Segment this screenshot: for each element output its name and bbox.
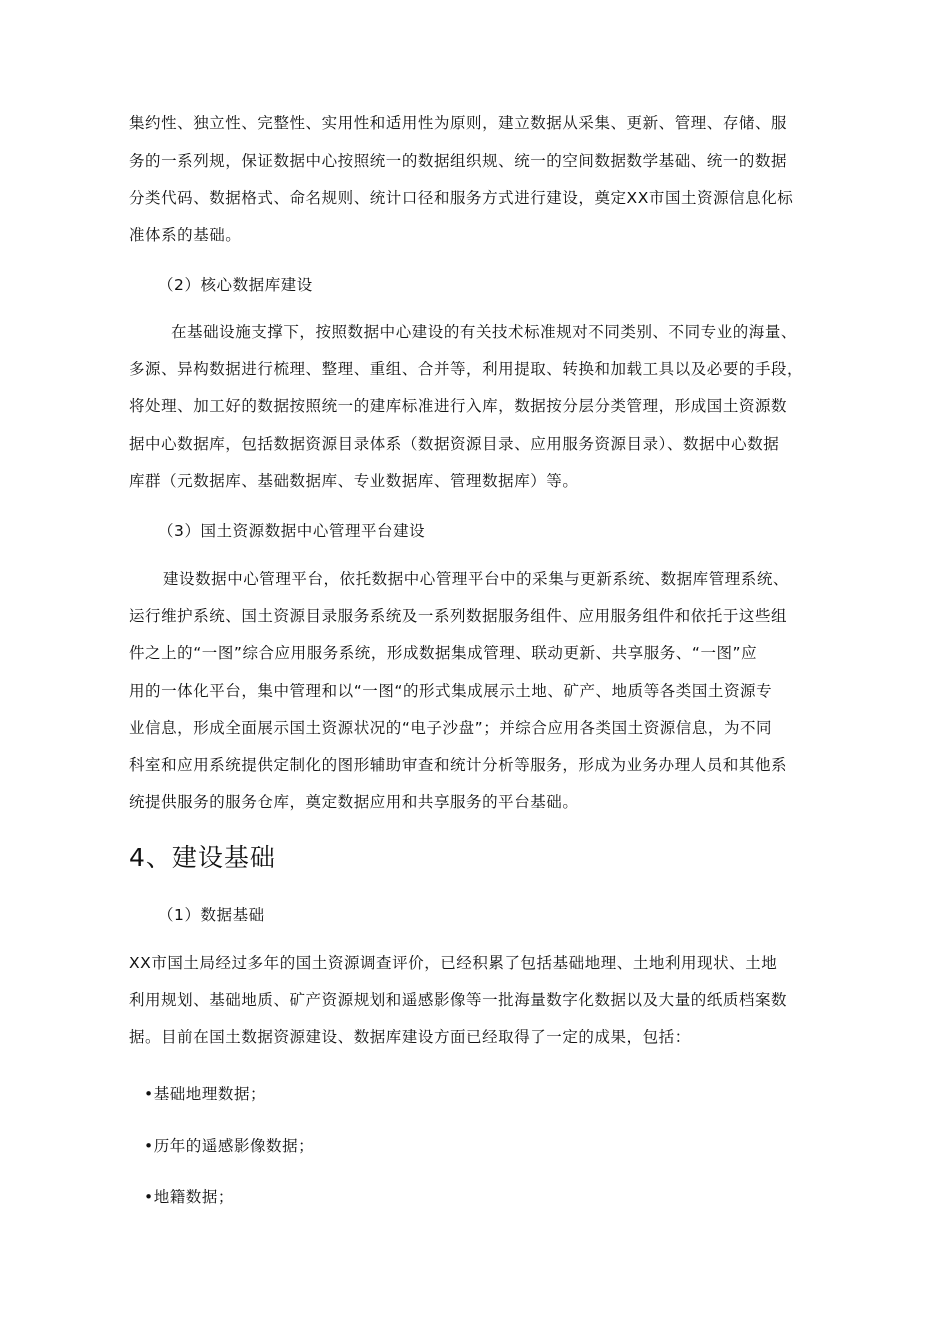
paragraph-line: 库群（元数据库、基础数据库、专业数据库、管理数据库）等。 xyxy=(129,472,579,490)
paragraph-line: 用的一体化平台，集中管理和以“一图“的形式集成展示土地、矿产、地质等各类国土资源专 xyxy=(129,682,773,700)
paragraph-line: 业信息，形成全面展示国土资源状况的“电子沙盘”；并综合应用各类国土资源信息，为不同 xyxy=(129,719,773,737)
paragraph-line: 在基础设施支撑下，按照数据中心建设的有关技术标准规对不同类别、不同专业的海量、 xyxy=(171,323,797,341)
paragraph-line: 分类代码、数据格式、命名规则、统计口径和服务方式进行建设，奠定XX市国土资源信息化标 xyxy=(129,189,794,207)
paragraph-line: 建设数据中心管理平台，依托数据中心管理平台中的采集与更新系统、数据库管理系统、 xyxy=(163,570,789,588)
section-heading: （2）核心数据库建设 xyxy=(158,276,313,294)
chapter-title: 4、建设基础 xyxy=(129,843,276,872)
bullet-item: •历年的遥感影像数据； xyxy=(144,1137,315,1155)
paragraph-line: 统提供服务的服务仓库，奠定数据应用和共享服务的平台基础。 xyxy=(129,793,579,811)
paragraph-line: XX市国土局经过多年的国土资源调查评价，已经积累了包括基础地理、土地利用现状、土地 xyxy=(129,954,778,972)
paragraph-line: 件之上的“一图”综合应用服务系统，形成数据集成管理、联动更新、共享服务、“一图”应 xyxy=(129,644,758,662)
paragraph-line: 运行维护系统、国土资源目录服务系统及一系列数据服务组件、应用服务组件和依托于这些组 xyxy=(129,607,788,625)
section-heading: （3）国土资源数据中心管理平台建设 xyxy=(158,522,426,540)
paragraph-line: 据中心数据库，包括数据资源目录体系（数据资源目录、应用服务资源目录）、数据中心数据 xyxy=(129,435,780,453)
bullet-item: •基础地理数据； xyxy=(144,1085,267,1103)
paragraph-line: 利用规划、基础地质、矿产资源规划和遥感影像等一批海量数字化数据以及大量的纸质档案数 xyxy=(129,991,788,1009)
paragraph-line: 务的一系列规，保证数据中心按照统一的数据组织规、统一的空间数据数学基础、统一的数据 xyxy=(129,152,788,170)
paragraph-line: 科室和应用系统提供定制化的图形辅助审查和统计分析等服务，形成为业务办理人员和其他系 xyxy=(129,756,788,774)
paragraph-line: 据。目前在国土数据资源建设、数据库建设方面已经取得了一定的成果，包括： xyxy=(129,1028,691,1046)
paragraph-line: 多源、异构数据进行梳理、整理、重组、合并等，利用提取、转换和加载工具以及必要的手段， xyxy=(129,360,804,378)
paragraph-line: 将处理、加工好的数据按照统一的建库标准进行入库，数据按分层分类管理，形成国土资源数 xyxy=(129,397,788,415)
paragraph-line: 准体系的基础。 xyxy=(129,226,242,244)
section-heading: （1）数据基础 xyxy=(158,906,265,924)
paragraph-line: 集约性、独立性、完整性、实用性和适用性为原则，建立数据从采集、更新、管理、存储、服 xyxy=(129,114,788,132)
bullet-item: •地籍数据； xyxy=(144,1188,234,1206)
